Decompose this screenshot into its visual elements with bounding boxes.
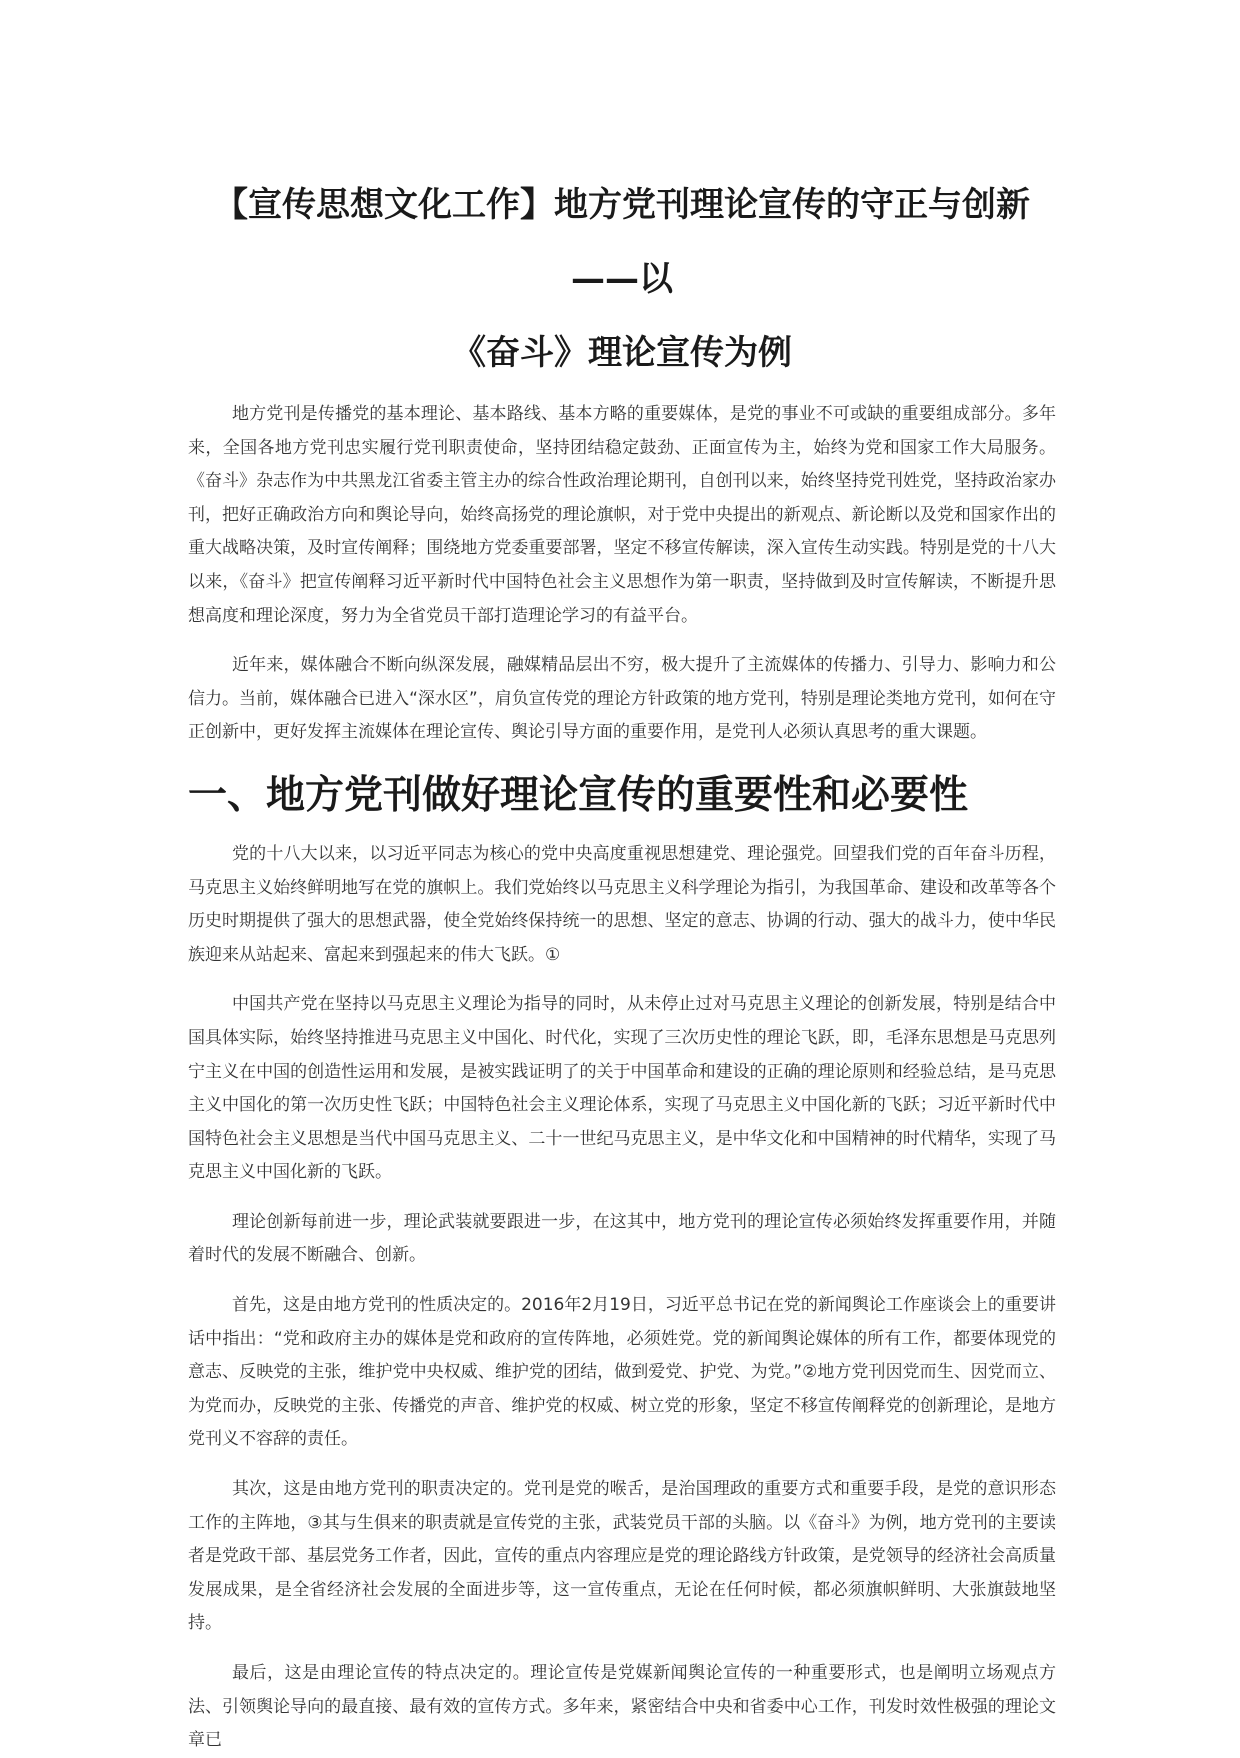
paragraph: 党的十八大以来，以习近平同志为核心的党中央高度重视思想建党、理论强党。回望我们党的百年奋斗历程，马克思主义始终鲜明地写在党的旗帜上。我们党始终以马克思主义科学理论为指引，为我国革命、建设和改革等各个历史时期提供了强大的思想武器，使全党始终保持统一的思想、坚定的意志、协调的行动、强大的战斗力，使中华民族迎来从站起来、富起来到强起来的伟大飞跃。① — [188, 843, 1056, 965]
intro-section — [188, 398, 1056, 750]
paragraph: 首先，这是由地方党刊的性质决定的。2016年2月19日，习近平总书记在党的新闻舆论工作座谈会上的重要讲话中指出：“党和政府主办的媒体是党和政府的宣传阵地，必须姓党。党的新闻舆论媒体的所有工作，都要体现党的意志、反映党的主张，维护党中央权威、维护党的团结，做到爱党、护党、为党。”②地方党刊因党而生、因党而立、为党而办，反映党的主张、传播党的声音、维护党的权威、树立党的形象，坚定不移宣传阐释党的创新理论，是地方党刊义不容辞的责任。 — [188, 1295, 1056, 1450]
paragraph: 理论创新每前进一步，理论武装就要跟进一步，在这其中，地方党刊的理论宣传必须始终发挥重要作用，并随着时代的发展不断融合、创新。 — [188, 1211, 1056, 1266]
paragraph: 中国共产党在坚持以马克思主义理论为指导的同时，从未停止过对马克思主义理论的创新发展，特别是结合中国具体实际，始终坚持推进马克思主义中国化、时代化，实现了三次历史性的理论飞跃，即，毛泽东思想是马克思列宁主义在中国的创造性运用和发展，是被实践证明了的关于中国革命和建设的正确的理论原则和经验总结，是马克思主义中国化的第一次历史性飞跃；中国特色社会主义理论体系，实现了马克思主义中国化新的飞跃；习近平新时代中国特色社会主义思想是当代中国马克思主义、二十一世纪马克思主义，是中华文化和中国精神的时代精华，实现了马克思主义中国化新的飞跃。 — [188, 994, 1056, 1183]
section-heading: 一、地方党刊做好理论宣传的重要性和必要性 — [188, 772, 969, 818]
document-title-line-1: 【宣传思想文化工作】地方党刊理论宣传的守正与创新——以 — [214, 185, 1030, 299]
section-body — [188, 838, 1056, 1758]
document-title — [188, 168, 1056, 390]
paragraph: 最后，这是由理论宣传的特点决定的。理论宣传是党媒新闻舆论宣传的一种重要形式，也是阐明立场观点方法、引领舆论导向的最直接、最有效的宣传方式。多年来，紧密结合中央和省委中心工作，刊发时效性极强的理论文章已 — [188, 1663, 1056, 1751]
paragraph: 其次，这是由地方党刊的职责决定的。党刊是党的喉舌，是治国理政的重要方式和重要手段，是党的意识形态工作的主阵地，③其与生俱来的职责就是宣传党的主张，武装党员干部的头脑。以《奋斗》为例，地方党刊的主要读者是党政干部、基层党务工作者，因此，宣传的重点内容理应是党的理论路线方针政策，是党领导的经济社会高质量发展成果，是全省经济社会发展的全面进步等，这一宣传重点，无论在任何时候，都必须旗帜鲜明、大张旗鼓地坚持。 — [188, 1479, 1056, 1634]
document-page — [188, 168, 1056, 1758]
document-title-line-2: 《奋斗》理论宣传为例 — [452, 333, 792, 373]
paragraph: 地方党刊是传播党的基本理论、基本路线、基本方略的重要媒体，是党的事业不可或缺的重要组成部分。多年来，全国各地方党刊忠实履行党刊职责使命，坚持团结稳定鼓劲、正面宣传为主，始终为党和国家工作大局服务。《奋斗》杂志作为中共黑龙江省委主管主办的综合性政治理论期刊，自创刊以来，始终坚持党刊姓党，坚持政治家办刊，把好正确政治方向和舆论导向，始终高扬党的理论旗帜，对于党中央提出的新观点、新论断以及党和国家作出的重大战略决策，及时宣传阐释；围绕地方党委重要部署，坚定不移宣传解读，深入宣传生动实践。特别是党的十八大以来，《奋斗》把宣传阐释习近平新时代中国特色社会主义思想作为第一职责，坚持做到及时宣传解读，不断提升思想高度和理论深度，努力为全省党员干部打造理论学习的有益平台。 — [188, 404, 1056, 626]
paragraph: 近年来，媒体融合不断向纵深发展，融媒精品层出不穷，极大提升了主流媒体的传播力、引导力、影响力和公信力。当前，媒体融合已进入“深水区”，肩负宣传党的理论方针政策的地方党刊，特别是理论类地方党刊，如何在守正创新中，更好发挥主流媒体在理论宣传、舆论引导方面的重要作用，是党刊人必须认真思考的重大课题。 — [188, 655, 1056, 743]
